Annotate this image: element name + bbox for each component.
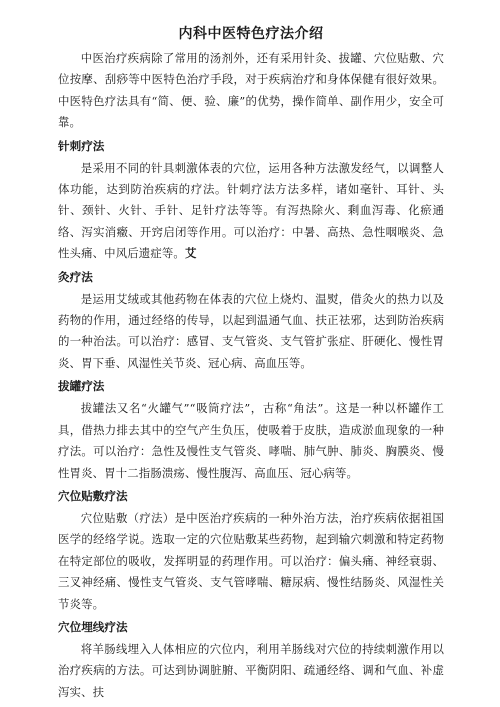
section-heading-acupoint-application: 穴位贴敷疗法 bbox=[58, 488, 128, 503]
section-body-cupping: 拔罐法又名“火罐气”“吸筒疗法”，古称“角法”。这是一种以杯罐作工具，借热力排去其中的空气产生负压，使吸着于皮肤，造成淤血现象的一种疗法。可以治疗：急性及慢性支气管炎、哮喘、肺气肿、肺炎、胸膜炎、慢性胃炎、胃十二指肠溃疡、慢性腹泻、高血压、冠心病等。 bbox=[58, 401, 444, 480]
section-body-moxibustion: 是运用艾绒或其他药物在体表的穴位上烧灼、温熨，借灸火的热力以及药物的作用，通过经络的传导，以起到温通气血、扶正祛邪，达到防治疾病的一种治法。可以治疗：感冒、支气管炎、支气管扩张症、肝硬化、慢性胃炎、胃下垂、风湿性关节炎、冠心病、高血压等。 bbox=[58, 291, 444, 370]
acupuncture-text: 是采用不同的针具刺激体表的穴位，运用各种方法激发经气，以调整人体功能，达到防治疾病的疗法。针刺疗法方法多样，诸如毫针、耳针、头针、颈针、火针、手针、足针疗法等等。有泻热除火、剩血泻毒、化瘀通络、泻实消癥、开窍启闭等作用。可以治疗：中暑、高热、急性咽喉炎、急性头痛、中风后遗症等。 bbox=[58, 160, 444, 261]
section-heading-catgut-embedding: 穴位埋线疗法 bbox=[58, 619, 128, 634]
section-heading-moxibustion-part2: 灸疗法 bbox=[58, 269, 93, 284]
section-heading-acupuncture: 针刺疗法 bbox=[58, 138, 105, 153]
document-title: 内科中医特色疗法介绍 bbox=[178, 26, 324, 42]
document-page bbox=[58, 24, 444, 703]
section-heading-cupping: 拔罐疗法 bbox=[58, 379, 105, 394]
section-body-acupuncture bbox=[58, 158, 444, 265]
section-body-catgut-embedding: 将羊肠线埋入人体相应的穴位内，利用羊肠线对穴位的持续刺激作用以治疗疾病的方法。可达到协调脏腑、平衡阴阳、疏通经络、调和气血、补虚泻实、扶 bbox=[58, 641, 444, 699]
section-body-acupoint-application: 穴位贴敷（疗法）是中医治疗疾病的一种外治方法，治疗疾病依据祖国医学的经络学说。选取一定的穴位贴敷某些药物，起到输穴刺激和特定药物在特定部位的吸收，发挥明显的药理作用。可以治疗：偏头痛、神经衰弱、三叉神经痛、慢性支气管炎、支气管哮喘、糖尿病、慢性结肠炎、风湿性关节炎等。 bbox=[58, 510, 444, 611]
intro-paragraph: 中医治疗疾病除了常用的汤剂外，还有采用针灸、拔罐、穴位贴敷、穴位按摩、刮痧等中医特色治疗手段，对于疾病治疗和身体保健有很好效果。中医特色疗法具有“简、便、验、廉”的优势，操作简单、副作用少，安全可靠。 bbox=[58, 51, 444, 130]
section-heading-moxibustion-part1: 艾 bbox=[184, 246, 197, 261]
